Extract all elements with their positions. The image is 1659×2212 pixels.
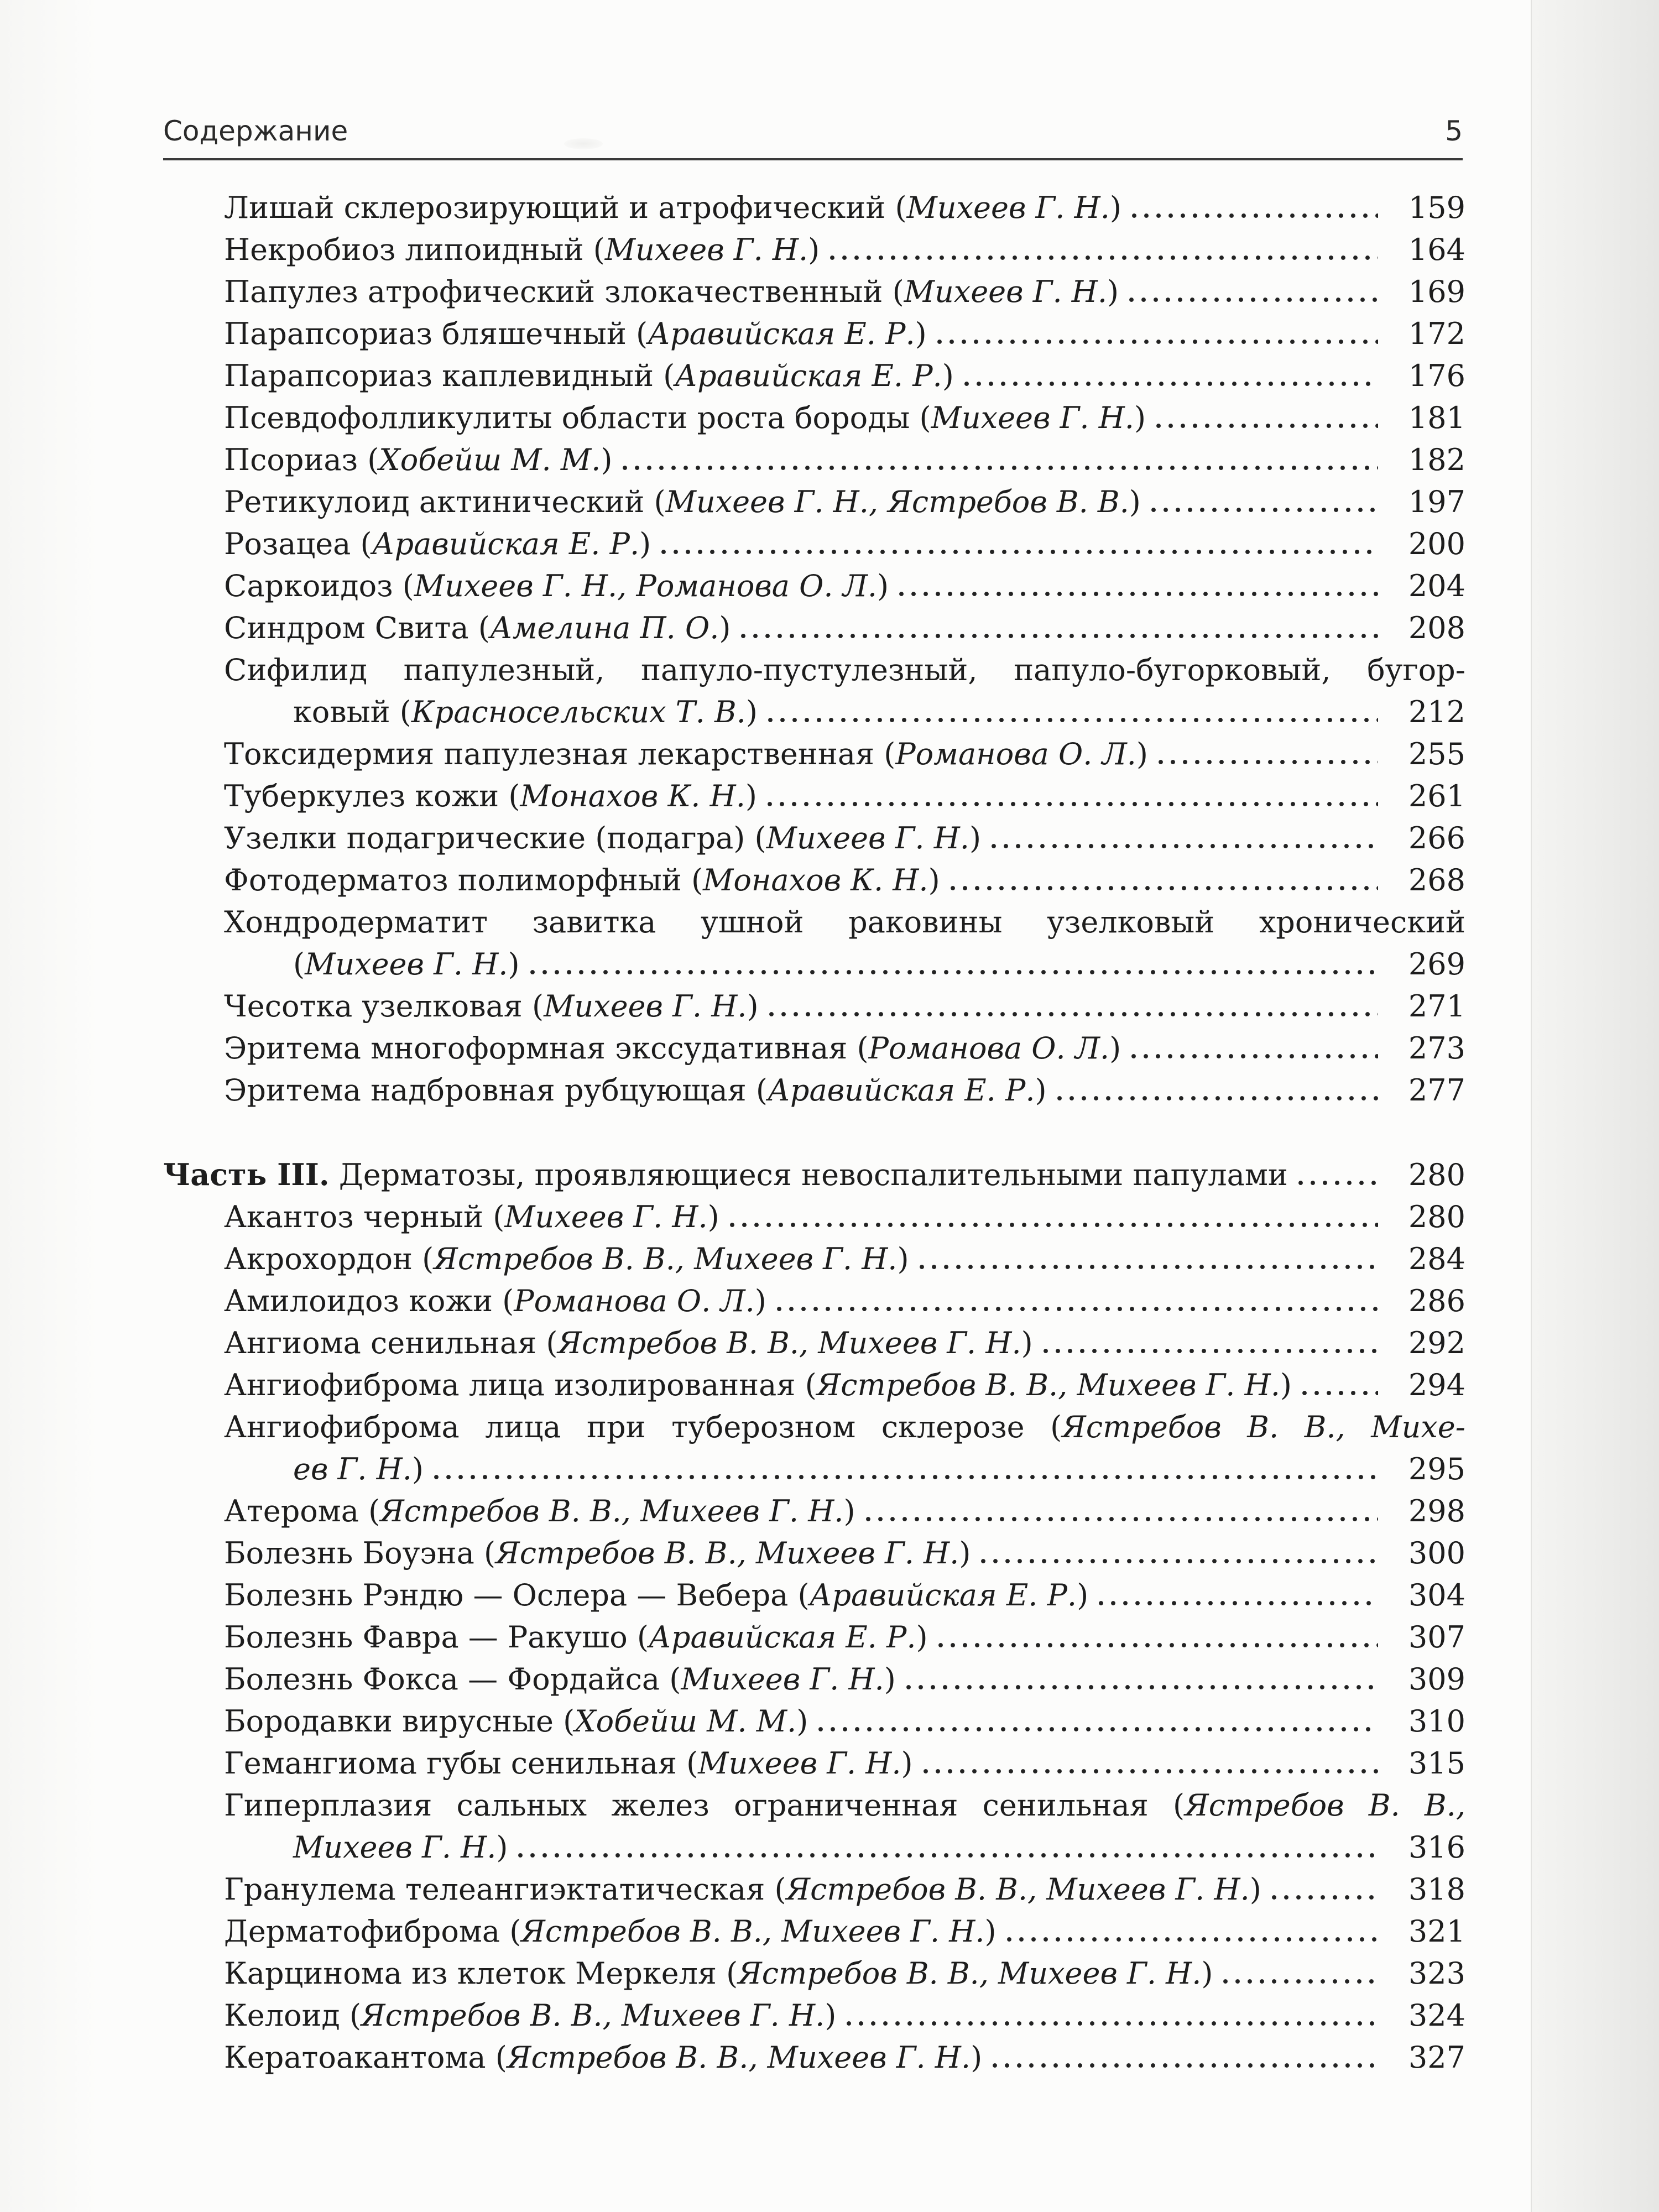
entry-title: Гиперплазия сальных желез ограниченная сенильная — [224, 1788, 1149, 1823]
toc-entry-line — [224, 439, 1465, 481]
entry-title: Некробиоз липоидный — [224, 232, 584, 267]
toc-entry-line — [224, 2037, 1465, 2079]
toc-entry — [163, 1027, 1465, 1070]
toc-entry-line — [224, 313, 1465, 355]
entry-author: Михеев Г. Н. — [544, 989, 747, 1024]
dot-leader — [430, 1472, 1378, 1483]
page-ref: 269 — [1408, 947, 1465, 982]
entry-title-group: Эритема надбровная рубцующая (Аравийская Е. Р.) — [224, 1073, 1047, 1108]
toc-entry — [163, 1070, 1465, 1112]
part-name: Дерматозы, проявляющиеся невоспалительными папулами — [338, 1157, 1288, 1192]
entry-author: Амелина П. О. — [489, 611, 719, 645]
page-ref: 304 — [1408, 1578, 1465, 1613]
dot-leader — [935, 1640, 1378, 1651]
dot-leader — [947, 883, 1378, 894]
entry-author: Ястребов В. В., Михеев Г. Н. — [816, 1368, 1280, 1402]
toc-entry — [163, 439, 1465, 481]
entry-title-group: Акрохордон (Ястребов В. В., Михеев Г. Н.) — [224, 1241, 909, 1276]
entry-author: Михеев Г. Н., Ястребов В. В. — [665, 484, 1129, 519]
entry-title-group: Псориаз (Хобейш М. М.) — [224, 442, 613, 477]
page-edge-shadow — [1531, 0, 1659, 2212]
entry-title-group: Синдром Свита (Амелина П. О.) — [224, 611, 731, 645]
dot-leader — [1152, 420, 1378, 431]
entry-title-group: Розацеа (Аравийская Е. Р.) — [224, 526, 651, 561]
entry-author: Михеев Г. Н. — [305, 947, 508, 982]
toc-entry — [163, 1574, 1465, 1616]
toc-entry-line — [224, 1196, 1465, 1238]
dot-leader — [1147, 504, 1378, 515]
entry-title: Псевдофолликулиты области роста бороды — [224, 400, 910, 435]
entry-author: Ястребов В. В., Михеев Г. Н. — [380, 1494, 844, 1528]
page-ref: 181 — [1408, 400, 1465, 435]
toc-entry — [163, 733, 1465, 775]
toc-entry-line — [224, 607, 1465, 649]
entry-title-group: Фотодерматоз полиморфный (Монахов К. Н.) — [224, 863, 940, 898]
entry-title: Кератоакантома — [224, 2040, 486, 2075]
entry-title: Чесотка узелковая — [224, 989, 523, 1024]
toc-entry — [163, 2037, 1465, 2079]
page-ref: 307 — [1408, 1620, 1465, 1655]
dot-leader — [1155, 757, 1378, 768]
dot-leader — [764, 714, 1378, 726]
toc-entry-line — [224, 1322, 1465, 1364]
toc-entry-line: Хондродерматит завитка ушной раковины узелковый хронический — [224, 905, 1465, 940]
page-ref: 323 — [1408, 1956, 1465, 1991]
page-ref: 294 — [1408, 1368, 1465, 1402]
toc-entry — [163, 1700, 1465, 1743]
page-ref: 277 — [1408, 1073, 1465, 1108]
entry-title-group: Болезнь Фокса — Фордайса (Михеев Г. Н.) — [224, 1662, 896, 1697]
entry-author: Монахов К. Н. — [520, 779, 745, 813]
entry-title-group: Туберкулез кожи (Монахов К. Н.) — [224, 779, 757, 813]
entry-author: Аравийская Е. Р. — [648, 316, 915, 351]
entry-title-group: Атерома (Ястребов В. В., Михеев Г. Н.) — [224, 1494, 855, 1528]
toc-entry — [163, 271, 1465, 313]
entry-author: Красносельских Т. В. — [411, 695, 746, 729]
page-ref: 280 — [1408, 1199, 1465, 1234]
toc-entry — [163, 775, 1465, 817]
dot-leader — [843, 2018, 1378, 2029]
page-ref: 164 — [1408, 232, 1465, 267]
entry-author: Ястребов В. В., — [1185, 1788, 1465, 1823]
entry-author: Ястребов В. В., Михеев Г. Н. — [361, 1998, 825, 2033]
entry-title: Ангиофиброма лица изолированная — [224, 1368, 796, 1402]
dot-leader — [895, 588, 1378, 599]
entry-author: Михеев Г. Н. — [504, 1199, 708, 1234]
entry-title: Дерматофиброма — [224, 1914, 500, 1949]
dot-leader — [961, 378, 1378, 389]
page-ref: 172 — [1408, 316, 1465, 351]
toc-entry-line: Ангиофиброма лица при туберозном склерозе (Ястребов В. В., Михе- — [224, 1410, 1465, 1444]
toc-entry-line — [224, 355, 1465, 397]
dot-leader — [619, 462, 1378, 473]
dot-leader — [1003, 1934, 1378, 1945]
entry-title: Токсидермия папулезная лекарственная — [224, 737, 875, 771]
toc-entry — [163, 1911, 1465, 1953]
page-ref: 286 — [1408, 1284, 1465, 1318]
part-heading — [163, 1154, 1465, 1196]
page-ref: 255 — [1408, 737, 1465, 771]
entry-author: Аравийская Е. Р. — [809, 1578, 1077, 1613]
entry-author: Аравийская Е. Р. — [675, 358, 942, 393]
toc-entry-line — [224, 1995, 1465, 2037]
entry-author: Ястребов В. В., Михеев Г. Н. — [521, 1914, 985, 1949]
toc-entry-line — [224, 1070, 1465, 1112]
page-ref: 327 — [1408, 2040, 1465, 2075]
entry-author: Михеев Г. Н. — [293, 1830, 497, 1865]
page-ref: 268 — [1408, 863, 1465, 898]
entry-author: Ястребов В. В., Михеев Г. Н. — [738, 1956, 1202, 1991]
page-ref: 169 — [1408, 274, 1465, 309]
dot-leader — [977, 1556, 1378, 1567]
dot-leader — [1053, 1093, 1378, 1104]
entry-author: Ястребов В. В., Михеев Г. Н. — [786, 1872, 1250, 1907]
toc-entry — [163, 649, 1465, 733]
toc-entry-line — [224, 1532, 1465, 1574]
toc-entry — [163, 985, 1465, 1027]
entry-title: Ангиома сенильная — [224, 1326, 537, 1360]
page-ref: 316 — [1408, 1830, 1465, 1865]
toc-entry-line — [224, 1364, 1465, 1406]
toc-entry-line — [224, 817, 1465, 859]
dot-leader — [815, 1724, 1378, 1735]
toc-entry-line — [224, 271, 1465, 313]
entry-author: Романова О. Л. — [514, 1284, 755, 1318]
toc-entry — [163, 355, 1465, 397]
entry-author: Ястребов В. В., Михеев Г. Н. — [507, 2040, 971, 2075]
dot-leader — [764, 799, 1378, 810]
entry-title-group: Акантоз черный (Михеев Г. Н.) — [224, 1199, 719, 1234]
entry-title: Карцинома из клеток Меркеля — [224, 1956, 717, 1991]
toc-entry — [163, 229, 1465, 271]
toc-entry-line — [224, 1911, 1465, 1953]
dot-leader — [916, 1261, 1378, 1272]
toc-entry — [163, 1490, 1465, 1532]
toc-entry-line — [224, 1700, 1465, 1743]
dot-leader — [737, 630, 1378, 641]
page-ref: 310 — [1408, 1704, 1465, 1739]
toc-entry-line — [224, 775, 1465, 817]
toc-entry — [163, 1953, 1465, 1995]
entry-title-group: Амилоидоз кожи (Романова О. Л.) — [224, 1284, 766, 1318]
page-ref: 271 — [1408, 989, 1465, 1024]
toc-entry-line: Гиперплазия сальных желез ограниченная сенильная (Ястребов В. В., — [224, 1788, 1465, 1823]
entry-author: Ястребов В. В., Михеев Г. Н. — [495, 1536, 959, 1571]
dot-leader — [1298, 1387, 1378, 1399]
running-head: Содержание — [163, 115, 348, 147]
page-ref: 284 — [1408, 1241, 1465, 1276]
dot-leader — [1125, 294, 1378, 305]
page-ref: 298 — [1408, 1494, 1465, 1528]
entry-title: Псориаз — [224, 442, 358, 477]
dot-leader — [989, 2060, 1378, 2071]
toc-entry-line — [224, 859, 1465, 901]
toc-entry-line — [224, 1280, 1465, 1322]
entry-title: ковый — [293, 695, 390, 729]
entry-author: Михеев Г. Н. — [604, 232, 808, 267]
entry-title: Амилоидоз кожи — [224, 1284, 493, 1318]
entry-author: Аравийская Е. Р. — [372, 526, 640, 561]
entry-author: Ястребов В. В., Михе- — [1062, 1410, 1465, 1444]
entry-title-group: Ангиома сенильная (Ястребов В. В., Михеев Г. Н.) — [224, 1326, 1033, 1360]
entry-title-group: ев Г. Н.) — [293, 1452, 424, 1486]
dot-leader — [514, 1850, 1378, 1861]
toc-entry-line — [224, 565, 1465, 607]
toc-group-part-three — [163, 1154, 1465, 2079]
page-header — [163, 108, 1463, 160]
dot-leader — [1128, 1051, 1378, 1062]
dot-leader — [1219, 1976, 1378, 1987]
toc-entry-line — [224, 1490, 1465, 1532]
toc-entry-line — [224, 397, 1465, 439]
entry-author: Михеев Г. Н. — [698, 1746, 901, 1781]
entry-author: Михеев Г. Н. — [904, 274, 1108, 309]
page-ref: 295 — [1408, 1452, 1465, 1486]
toc-entry-line — [224, 1238, 1465, 1280]
toc-entry-line — [224, 691, 1465, 733]
entry-author: Михеев Г. Н. — [766, 821, 969, 855]
entry-title: Акантоз черный — [224, 1199, 484, 1234]
dot-leader — [902, 1682, 1378, 1693]
part-title — [163, 1154, 1288, 1196]
entry-title-group: Парапсориаз бляшечный (Аравийская Е. Р.) — [224, 316, 927, 351]
entry-title: Акрохордон — [224, 1241, 413, 1276]
dot-leader — [1095, 1598, 1378, 1609]
page-ref: 200 — [1408, 526, 1465, 561]
entry-title: Келоид — [224, 1998, 340, 2033]
entry-title-group: Кератоакантома (Ястребов В. В., Михеев Г. Н.) — [224, 2040, 983, 2075]
page-ref: 324 — [1408, 1998, 1465, 2033]
page-ref: 182 — [1408, 442, 1465, 477]
toc-entry — [163, 1406, 1465, 1490]
table-of-contents — [163, 187, 1465, 2079]
toc-entry — [163, 1743, 1465, 1785]
entry-author: Аравийская Е. Р. — [648, 1620, 916, 1655]
toc-entry — [163, 481, 1465, 523]
dot-leader — [658, 546, 1378, 557]
page-ref: 159 — [1408, 190, 1465, 225]
entry-author: Хобейш М. М. — [575, 1704, 797, 1739]
dot-leader — [826, 252, 1378, 263]
entry-author: Михеев Г. Н. — [906, 190, 1110, 225]
entry-title: Болезнь Боуэна — [224, 1536, 474, 1571]
toc-entry — [163, 817, 1465, 859]
page-ref: 204 — [1408, 568, 1465, 603]
page-ref: 266 — [1408, 821, 1465, 855]
dot-leader — [1128, 210, 1378, 221]
toc-entry-line — [224, 1827, 1465, 1869]
entry-title: Болезнь Фавра — Ракушо — [224, 1620, 628, 1655]
dot-leader — [920, 1766, 1378, 1777]
toc-entry-line — [224, 985, 1465, 1027]
entry-title: Эритема надбровная рубцующая — [224, 1073, 747, 1108]
page-ref: 309 — [1408, 1662, 1465, 1697]
dot-leader — [773, 1303, 1378, 1314]
entry-title: Парапсориаз каплевидный — [224, 358, 654, 393]
page-ref: 176 — [1408, 358, 1465, 393]
dot-leader — [1295, 1177, 1378, 1188]
toc-entry-line — [224, 229, 1465, 271]
entry-title-group: Ангиофиброма лица изолированная (Ястребов В. В., Михеев Г. Н.) — [224, 1368, 1292, 1402]
dot-leader — [933, 336, 1378, 347]
entry-author: ев Г. Н. — [293, 1452, 412, 1486]
toc-entry — [163, 1995, 1465, 2037]
toc-entry-line — [224, 1448, 1465, 1490]
toc-entry-line — [224, 187, 1465, 229]
dot-leader — [1268, 1892, 1378, 1903]
toc-entry — [163, 607, 1465, 649]
entry-author: Михеев Г. Н. — [681, 1662, 884, 1697]
dot-leader — [862, 1514, 1378, 1525]
toc-entry-line: Сифилид папулезный, папуло-пустулезный, папуло-бугорковый, бугор- — [224, 653, 1465, 687]
page-ref: 208 — [1408, 611, 1465, 645]
toc-entry — [163, 523, 1465, 565]
toc-entry-line — [224, 1658, 1465, 1700]
entry-title-group: Токсидермия папулезная лекарственная (Романова О. Л.) — [224, 737, 1148, 771]
entry-author: Михеев Г. Н., Романова О. Л. — [414, 568, 877, 603]
entry-title: Болезнь Фокса — Фордайса — [224, 1662, 660, 1697]
toc-entry — [163, 1532, 1465, 1574]
entry-title: Атерома — [224, 1494, 359, 1528]
entry-title-group: Гемангиома губы сенильная (Михеев Г. Н.) — [224, 1746, 913, 1781]
entry-title-group: Саркоидоз (Михеев Г. Н., Романова О. Л.) — [224, 568, 889, 603]
toc-entry — [163, 1322, 1465, 1364]
entry-title: Гемангиома губы сенильная — [224, 1746, 677, 1781]
toc-entry-line — [224, 1743, 1465, 1785]
toc-entry — [163, 901, 1465, 985]
entry-title: Парапсориаз бляшечный — [224, 316, 627, 351]
entry-title: Ретикулоид актинический — [224, 484, 645, 519]
page-ref: 315 — [1408, 1746, 1465, 1781]
entry-author: Романова О. Л. — [895, 737, 1136, 771]
toc-entry — [163, 1616, 1465, 1658]
entry-title-group: Лишай склерозирующий и атрофический (Михеев Г. Н.) — [224, 190, 1121, 225]
entry-title-group: ковый (Красносельских Т. В.) — [293, 695, 758, 729]
entry-title-group: Михеев Г. Н.) — [293, 1830, 508, 1865]
toc-entry — [163, 1280, 1465, 1322]
dot-leader — [526, 967, 1378, 978]
entry-title: Эритема многоформная экссудативная — [224, 1031, 848, 1066]
entry-author: Романова О. Л. — [868, 1031, 1110, 1066]
toc-entry — [163, 1785, 1465, 1869]
entry-title-group: Папулез атрофический злокачественный (Михеев Г. Н.) — [224, 274, 1119, 309]
entry-title-group: Болезнь Боуэна (Ястребов В. В., Михеев Г. Н.) — [224, 1536, 971, 1571]
entry-author: Монахов К. Н. — [703, 863, 928, 898]
entry-title: Синдром Свита — [224, 611, 469, 645]
dot-leader — [988, 841, 1378, 852]
entry-title-group: Парапсориаз каплевидный (Аравийская Е. Р.) — [224, 358, 954, 393]
page-ref: 280 — [1408, 1157, 1465, 1192]
toc-entry-line — [224, 523, 1465, 565]
dot-leader — [1040, 1345, 1378, 1357]
entry-title-group: Дерматофиброма (Ястребов В. В., Михеев Г. Н.) — [224, 1914, 997, 1949]
toc-entry — [163, 1238, 1465, 1280]
entry-author: Хобейш М. М. — [379, 442, 601, 477]
entry-title-group: Бородавки вирусные (Хобейш М. М.) — [224, 1704, 808, 1739]
entry-title: Бородавки вирусные — [224, 1704, 554, 1739]
entry-title: Туберкулез кожи — [224, 779, 499, 813]
entry-title-group: Келоид (Ястребов В. В., Михеев Г. Н.) — [224, 1998, 837, 2033]
entry-title-group: Гранулема телеангиэктатическая (Ястребов В. В., Михеев Г. Н.) — [224, 1872, 1261, 1907]
entry-title: Саркоидоз — [224, 568, 393, 603]
entry-author: Ястребов В. В., Михеев Г. Н. — [434, 1241, 898, 1276]
page-ref: 292 — [1408, 1326, 1465, 1360]
toc-group-part-two-continued — [163, 187, 1465, 1112]
entry-title-group: Болезнь Фавра — Ракушо (Аравийская Е. Р.) — [224, 1620, 928, 1655]
part-label: Часть III. — [163, 1157, 330, 1192]
page-ref: 273 — [1408, 1031, 1465, 1066]
toc-entry-line — [224, 733, 1465, 775]
entry-title-group: Карцинома из клеток Меркеля (Ястребов В. В., Михеев Г. Н.) — [224, 1956, 1213, 1991]
toc-entry-line — [224, 1616, 1465, 1658]
dot-leader — [726, 1219, 1378, 1230]
toc-entry-line — [224, 1027, 1465, 1070]
page-number: 5 — [1445, 115, 1463, 147]
entry-title-group: Эритема многоформная экссудативная (Романова О. Л.) — [224, 1031, 1121, 1066]
entry-author: Аравийская Е. Р. — [767, 1073, 1035, 1108]
entry-title: Розацеа — [224, 526, 351, 561]
toc-entry — [163, 1196, 1465, 1238]
entry-title: Фотодерматоз полиморфный — [224, 863, 682, 898]
dot-leader — [765, 1009, 1378, 1020]
toc-entry-line — [224, 943, 1465, 985]
page-ref: 197 — [1408, 484, 1465, 519]
toc-entry — [163, 1364, 1465, 1406]
toc-entry-line — [224, 481, 1465, 523]
entry-title: Гранулема телеангиэктатическая — [224, 1872, 765, 1907]
page-ref: 318 — [1408, 1872, 1465, 1907]
toc-entry — [163, 1658, 1465, 1700]
toc-entry — [163, 1869, 1465, 1911]
toc-entry — [163, 565, 1465, 607]
page-ref: 212 — [1408, 695, 1465, 729]
toc-entry-line — [224, 1953, 1465, 1995]
toc-entry — [163, 397, 1465, 439]
toc-entry-line — [224, 1869, 1465, 1911]
entry-title-group: Ретикулоид актинический (Михеев Г. Н., Ястребов В. В.) — [224, 484, 1141, 519]
entry-title-group: Болезнь Рэндю — Ослера — Вебера (Аравийская Е. Р.) — [224, 1578, 1089, 1613]
entry-title-group: Чесотка узелковая (Михеев Г. Н.) — [224, 989, 759, 1024]
entry-title: Узелки подагрические (подагра) — [224, 821, 745, 855]
entry-title: Болезнь Рэндю — Ослера — Вебера — [224, 1578, 789, 1613]
page-ref: 261 — [1408, 779, 1465, 813]
toc-entry — [163, 187, 1465, 229]
entry-title-group: Псевдофолликулиты области роста бороды (Михеев Г. Н.) — [224, 400, 1146, 435]
entry-title: Ангиофиброма лица при туберозном склерозе — [224, 1410, 1025, 1444]
entry-title: Лишай склерозирующий и атрофический — [224, 190, 886, 225]
entry-title-group: (Михеев Г. Н.) — [293, 947, 520, 982]
page-ref: 321 — [1408, 1914, 1465, 1949]
toc-entry — [163, 859, 1465, 901]
entry-title-group: Некробиоз липоидный (Михеев Г. Н.) — [224, 232, 820, 267]
entry-author: Михеев Г. Н. — [931, 400, 1134, 435]
toc-entry-line — [224, 1574, 1465, 1616]
toc-entry — [163, 313, 1465, 355]
page-ref: 300 — [1408, 1536, 1465, 1571]
entry-author: Ястребов В. В., Михеев Г. Н. — [557, 1326, 1021, 1360]
entry-title-group: Узелки подагрические (подагра) (Михеев Г. Н.) — [224, 821, 982, 855]
entry-title: Папулез атрофический злокачественный — [224, 274, 883, 309]
